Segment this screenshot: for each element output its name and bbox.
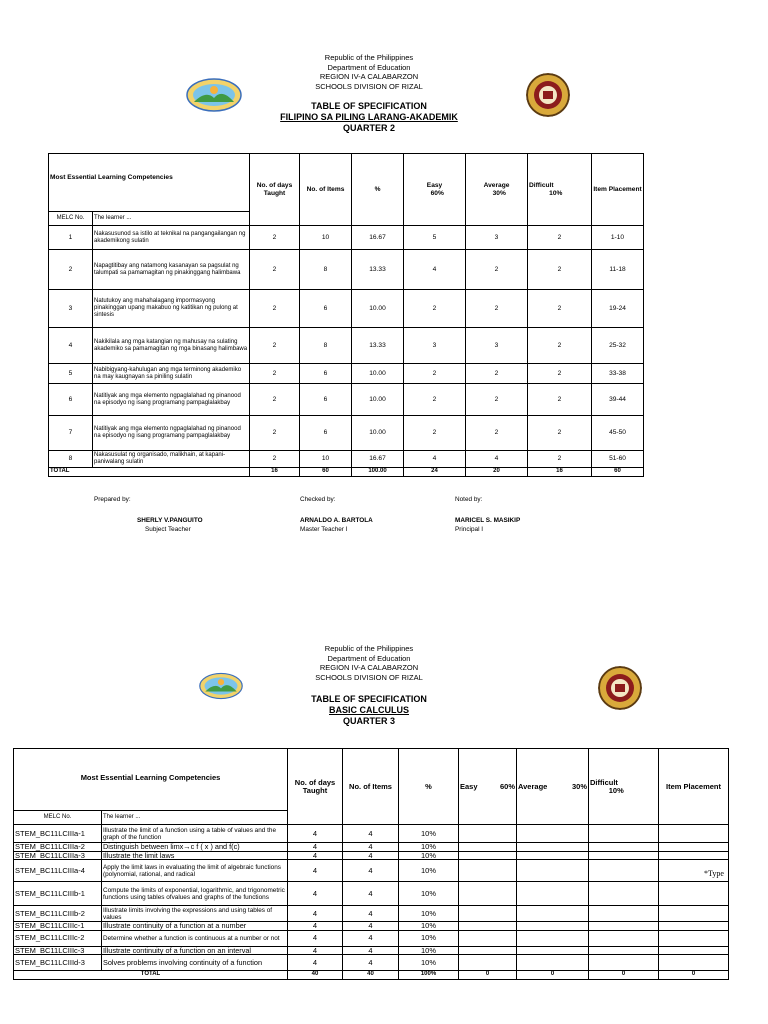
header-division: SCHOOLS DIVISION OF RIZAL bbox=[315, 81, 423, 91]
doc2-cell-no: STEM_BC11LCIIIa-4 bbox=[14, 860, 102, 882]
doc1-cell-diff: 2 bbox=[528, 364, 592, 384]
doc2-cell-diff bbox=[589, 882, 659, 906]
doc1-cell-text: Natitiyak ang mga elemento ngpaglalahad ng pinanood na episodyo ng isang programang pampaglalakbay bbox=[93, 416, 250, 451]
doc1-cell-diff: 2 bbox=[528, 328, 592, 364]
noted-by-role: Principal I bbox=[455, 526, 484, 533]
doc2-cell-days: 4 bbox=[288, 906, 343, 922]
doc2-cell-no: STEM_BC11LCIIIc-1 bbox=[14, 922, 102, 931]
doc1-spec-table bbox=[48, 153, 644, 477]
doc2-cell-avg bbox=[517, 851, 589, 860]
doc1-cell-days: 2 bbox=[250, 328, 300, 364]
doc2-cell-days: 4 bbox=[288, 860, 343, 882]
doc2-cell-pct: 10% bbox=[399, 922, 459, 931]
doc2-cell-easy bbox=[459, 860, 517, 882]
doc2-cell-avg bbox=[517, 882, 589, 906]
doc2-cell-easy bbox=[459, 843, 517, 852]
doc2-cell-no: STEM_BC11LCIIIc-2 bbox=[14, 930, 102, 946]
doc1-cell-avg: 2 bbox=[466, 416, 528, 451]
doc1-cell-diff: 2 bbox=[528, 384, 592, 416]
doc1-subject: FILIPINO SA PILING LARANG-AKADEMIK bbox=[280, 112, 458, 122]
doc1-col-melc: Most Essential Learning Competencies bbox=[49, 154, 250, 212]
doc1-cell-pct: 16.67 bbox=[352, 226, 404, 250]
doc1-col-easy: Easy 60% bbox=[404, 154, 466, 226]
doc1-cell-avg: 2 bbox=[466, 384, 528, 416]
doc2-cell-easy bbox=[459, 922, 517, 931]
doc1-cell-days: 2 bbox=[250, 416, 300, 451]
doc2-cell-no: STEM_BC11LCIIIa-1 bbox=[14, 825, 102, 843]
doc1-cell-days: 2 bbox=[250, 384, 300, 416]
doc2-cell-place bbox=[659, 851, 729, 860]
doc2-cell-items: 4 bbox=[343, 843, 399, 852]
doc2-cell-place bbox=[659, 946, 729, 955]
doc2-subject: BASIC CALCULUS bbox=[329, 705, 409, 715]
doc2-cell-diff bbox=[589, 906, 659, 922]
doc1-cell-easy: 2 bbox=[404, 290, 466, 328]
prepared-by-label: Prepared by: bbox=[94, 496, 131, 503]
doc1-cell-avg: 2 bbox=[466, 364, 528, 384]
doc2-cell-items: 4 bbox=[343, 946, 399, 955]
doc2-cell-items: 4 bbox=[343, 955, 399, 971]
doc2-cell-text: Illustrate limits involving the expressions and using tables of values bbox=[102, 906, 288, 922]
prepared-by-role: Subject Teacher bbox=[145, 526, 191, 533]
doc1-table-row bbox=[49, 364, 644, 384]
doc2-cell-diff bbox=[589, 860, 659, 882]
doc1-cell-items: 6 bbox=[300, 384, 352, 416]
doc2-cell-avg bbox=[517, 843, 589, 852]
doc2-side-note: *Type bbox=[704, 869, 724, 878]
doc1-col-difficult: Difficult 10% bbox=[528, 154, 592, 226]
doc2-table-row bbox=[14, 906, 729, 922]
doc1-cell-place: 33-38 bbox=[592, 364, 644, 384]
checked-by-role: Master Teacher I bbox=[300, 526, 348, 533]
doc2-cell-place bbox=[659, 882, 729, 906]
doc1-cell-place: 45-50 bbox=[592, 416, 644, 451]
header2-department: Department of Education bbox=[327, 653, 411, 663]
doc2-cell-items: 4 bbox=[343, 825, 399, 843]
header2-division: SCHOOLS DIVISION OF RIZAL bbox=[315, 672, 423, 682]
doc2-cell-pct: 10% bbox=[399, 860, 459, 882]
doc2-cell-items: 4 bbox=[343, 922, 399, 931]
doc2-cell-diff bbox=[589, 955, 659, 971]
doc1-col-average: Average 30% bbox=[466, 154, 528, 226]
doc2-cell-pct: 10% bbox=[399, 930, 459, 946]
doc2-cell-diff bbox=[589, 946, 659, 955]
doc2-cell-text: Compute the limits of exponential, logarithmic, and trigonometric functions using tables ofvalues and graphs of the functions bbox=[102, 882, 288, 906]
doc1-cell-diff: 2 bbox=[528, 250, 592, 290]
doc1-cell-no: 7 bbox=[49, 416, 93, 451]
doc1-cell-place: 39-44 bbox=[592, 384, 644, 416]
doc2-sub-learner: The learner ... bbox=[102, 811, 288, 825]
doc2-cell-no: STEM_BC11LCIIIa-3 bbox=[14, 851, 102, 860]
doc1-cell-days: 2 bbox=[250, 226, 300, 250]
doc1-table-row bbox=[49, 384, 644, 416]
doc2-cell-pct: 10% bbox=[399, 946, 459, 955]
doc1-table-row bbox=[49, 451, 644, 468]
doc2-col-items: No. of Items bbox=[343, 749, 399, 825]
doc1-cell-diff: 2 bbox=[528, 451, 592, 468]
doc1-cell-easy: 3 bbox=[404, 328, 466, 364]
doc1-cell-pct: 13.33 bbox=[352, 250, 404, 290]
doc2-table-row bbox=[14, 882, 729, 906]
doc1-cell-text: Napagtitibay ang natamong kasanayan sa pagsulat ng talumpati sa pamamagitan ng pinakinggang halimbawa bbox=[93, 250, 250, 290]
doc1-cell-text: Natitiyak ang mga elemento ngpaglalahad ng pinanood na episodyo ng isang programang pampaglalakbay bbox=[93, 384, 250, 416]
doc2-cell-items: 4 bbox=[343, 882, 399, 906]
doc2-col-average: Average 30% bbox=[517, 749, 589, 825]
doc2-cell-days: 4 bbox=[288, 843, 343, 852]
doc1-cell-easy: 2 bbox=[404, 364, 466, 384]
doc1-cell-easy: 5 bbox=[404, 226, 466, 250]
doc1-cell-place: 51-60 bbox=[592, 451, 644, 468]
header-department: Department of Education bbox=[327, 62, 411, 72]
doc2-cell-text: Distinguish between limx→c f ( x ) and f(c) bbox=[102, 843, 288, 852]
doc2-cell-easy bbox=[459, 955, 517, 971]
doc2-cell-text: Solves problems involving continuity of a function bbox=[102, 955, 288, 971]
doc2-cell-diff bbox=[589, 922, 659, 931]
doc1-sub-melc-no: MELC No. bbox=[49, 212, 93, 226]
doc1-cell-items: 10 bbox=[300, 226, 352, 250]
doc2-cell-place bbox=[659, 955, 729, 971]
doc2-cell-place bbox=[659, 843, 729, 852]
doc2-table-row bbox=[14, 843, 729, 852]
doc2-cell-text: Illustrate the limit of a function using a table of values and the graph of the function bbox=[102, 825, 288, 843]
doc1-table-row bbox=[49, 250, 644, 290]
doc2-cell-items: 4 bbox=[343, 851, 399, 860]
doc2-total-row: TOTAL 40 40 100% 0 0 0 0 bbox=[14, 971, 729, 980]
doc1-sub-learner: The learner ... bbox=[93, 212, 250, 226]
doc2-cell-avg bbox=[517, 825, 589, 843]
doc2-cell-diff bbox=[589, 930, 659, 946]
header2-region: REGION IV-A CALABARZON bbox=[319, 663, 419, 673]
doc2-spec-table bbox=[13, 748, 729, 980]
doc1-cell-items: 8 bbox=[300, 250, 352, 290]
doc2-cell-text: Determine whether a function is continuous at a number or not bbox=[102, 930, 288, 946]
doc1-cell-pct: 10.00 bbox=[352, 364, 404, 384]
doc1-cell-diff: 2 bbox=[528, 416, 592, 451]
doc2-col-difficult: Difficult 10% bbox=[589, 749, 659, 825]
doc2-cell-days: 4 bbox=[288, 922, 343, 931]
doc2-cell-pct: 10% bbox=[399, 851, 459, 860]
doc2-cell-easy bbox=[459, 946, 517, 955]
doc1-cell-text: Natutukoy ang mahahalagang impormasyong pinakinggan upang makabuo ng katitikan ng pulong at sintesis bbox=[93, 290, 250, 328]
doc2-cell-diff bbox=[589, 851, 659, 860]
doc1-cell-no: 4 bbox=[49, 328, 93, 364]
doc1-col-pct: % bbox=[352, 154, 404, 226]
doc1-cell-easy: 4 bbox=[404, 250, 466, 290]
doc2-cell-items: 4 bbox=[343, 906, 399, 922]
doc2-cell-avg bbox=[517, 930, 589, 946]
noted-by-label: Noted by: bbox=[455, 496, 483, 503]
doc1-cell-diff: 2 bbox=[528, 226, 592, 250]
doc2-cell-days: 4 bbox=[288, 851, 343, 860]
doc1-cell-no: 1 bbox=[49, 226, 93, 250]
doc1-cell-pct: 16.67 bbox=[352, 451, 404, 468]
doc1-total-row: TOTAL 16 60 100.00 24 20 16 60 bbox=[49, 468, 644, 477]
doc2-col-melc: Most Essential Learning Competencies bbox=[14, 749, 288, 811]
doc1-cell-no: 8 bbox=[49, 451, 93, 468]
doc1-cell-no: 2 bbox=[49, 250, 93, 290]
header-region: REGION IV-A CALABARZON bbox=[319, 72, 419, 82]
doc1-cell-no: 6 bbox=[49, 384, 93, 416]
doc1-cell-avg: 3 bbox=[466, 226, 528, 250]
doc2-table-row bbox=[14, 955, 729, 971]
doc1-cell-place: 25-32 bbox=[592, 328, 644, 364]
doc2-table-row bbox=[14, 851, 729, 860]
doc1-cell-avg: 2 bbox=[466, 290, 528, 328]
doc2-cell-days: 4 bbox=[288, 882, 343, 906]
doc2-cell-avg bbox=[517, 906, 589, 922]
doc1-cell-days: 2 bbox=[250, 290, 300, 328]
school-seal-icon-2 bbox=[598, 666, 642, 710]
doc2-cell-days: 4 bbox=[288, 930, 343, 946]
doc1-cell-no: 5 bbox=[49, 364, 93, 384]
doc2-table-row bbox=[14, 922, 729, 931]
doc1-quarter: QUARTER 2 bbox=[342, 123, 395, 133]
doc1-cell-avg: 4 bbox=[466, 451, 528, 468]
doc2-cell-easy bbox=[459, 825, 517, 843]
doc2-col-easy: Easy 60% bbox=[459, 749, 517, 825]
doc2-cell-diff bbox=[589, 825, 659, 843]
doc1-cell-place: 11-18 bbox=[592, 250, 644, 290]
doc2-cell-diff bbox=[589, 843, 659, 852]
doc1-col-placement: Item Placement bbox=[592, 154, 644, 226]
doc1-cell-avg: 2 bbox=[466, 250, 528, 290]
doc1-col-items: No. of Items bbox=[300, 154, 352, 226]
doc2-cell-avg bbox=[517, 860, 589, 882]
doc1-table-row bbox=[49, 290, 644, 328]
doc1-cell-days: 2 bbox=[250, 451, 300, 468]
doc2-cell-avg bbox=[517, 955, 589, 971]
doc1-cell-pct: 10.00 bbox=[352, 416, 404, 451]
doc1-cell-no: 3 bbox=[49, 290, 93, 328]
doc2-cell-easy bbox=[459, 906, 517, 922]
header2-republic: Republic of the Philippines bbox=[324, 644, 414, 653]
doc2-cell-days: 4 bbox=[288, 955, 343, 971]
doc2-cell-text: Illustrate continuity of a function at a number bbox=[102, 922, 288, 931]
doc2-cell-items: 4 bbox=[343, 930, 399, 946]
checked-by-name: ARNALDO A. BARTOLA bbox=[300, 517, 373, 524]
doc2-cell-pct: 10% bbox=[399, 843, 459, 852]
doc2-cell-no: STEM_BC11LCIIIc-3 bbox=[14, 946, 102, 955]
doc1-cell-text: Nabibigyang-kahulugan ang mga terminong akademiko na may kaugnayan sa piniling sulatin bbox=[93, 364, 250, 384]
doc1-table-row bbox=[49, 328, 644, 364]
doc1-cell-text: Nakasusulat ng organisado, malikhain, at kapani-paniwalang sulatin bbox=[93, 451, 250, 468]
doc1-cell-avg: 3 bbox=[466, 328, 528, 364]
doc1-cell-items: 6 bbox=[300, 290, 352, 328]
doc2-col-placement: Item Placement bbox=[659, 749, 729, 825]
doc2-cell-avg bbox=[517, 922, 589, 931]
doc2-title: TABLE OF SPECIFICATION bbox=[311, 694, 427, 704]
doc1-cell-place: 1-10 bbox=[592, 226, 644, 250]
doc2-cell-days: 4 bbox=[288, 946, 343, 955]
noted-by-name: MARICEL S. MASIKIP bbox=[455, 517, 521, 524]
doc2-cell-pct: 10% bbox=[399, 825, 459, 843]
doc1-cell-items: 8 bbox=[300, 328, 352, 364]
doc2-cell-easy bbox=[459, 851, 517, 860]
doc2-col-days: No. of days Taught bbox=[288, 749, 343, 825]
doc1-table-row bbox=[49, 226, 644, 250]
doc2-col-pct: % bbox=[399, 749, 459, 825]
doc2-quarter: QUARTER 3 bbox=[342, 716, 395, 726]
doc1-cell-easy: 4 bbox=[404, 451, 466, 468]
doc2-cell-easy bbox=[459, 930, 517, 946]
doc2-cell-place bbox=[659, 922, 729, 931]
doc2-cell-text: Apply the limit laws in evaluating the limit of algebraic functions (polynomial, rational, and radical bbox=[102, 860, 288, 882]
doc2-table-row bbox=[14, 946, 729, 955]
doc2-cell-place bbox=[659, 825, 729, 843]
doc1-cell-text: Nakikilala ang mga katangian ng mahusay na sulating akademiko sa pamamagitan ng mga binasang halimbawa bbox=[93, 328, 250, 364]
doc2-sub-melc-no: MELC No. bbox=[14, 811, 102, 825]
checked-by-label: Checked by: bbox=[300, 496, 336, 503]
doc2-cell-avg bbox=[517, 946, 589, 955]
doc1-cell-items: 6 bbox=[300, 416, 352, 451]
doc1-cell-diff: 2 bbox=[528, 290, 592, 328]
doc2-cell-place bbox=[659, 860, 729, 882]
doc2-table-row bbox=[14, 825, 729, 843]
doc2-cell-easy bbox=[459, 882, 517, 906]
doc2-cell-pct: 10% bbox=[399, 906, 459, 922]
doc1-col-days: No. of days Taught bbox=[250, 154, 300, 226]
doc2-cell-no: STEM_BC11LCIIIb-1 bbox=[14, 882, 102, 906]
doc1-cell-pct: 10.00 bbox=[352, 290, 404, 328]
doc1-cell-pct: 10.00 bbox=[352, 384, 404, 416]
doc2-cell-text: Illustrate the limit laws bbox=[102, 851, 288, 860]
doc2-table-row bbox=[14, 930, 729, 946]
doc1-cell-place: 19-24 bbox=[592, 290, 644, 328]
doc1-cell-easy: 2 bbox=[404, 384, 466, 416]
doc2-cell-text: Illustrate continuity of a function on an interval bbox=[102, 946, 288, 955]
doc2-cell-pct: 10% bbox=[399, 882, 459, 906]
prepared-by-name: SHERLY V.PANGUITO bbox=[137, 517, 203, 524]
doc2-cell-no: STEM_BC11LCIIIa-2 bbox=[14, 843, 102, 852]
doc1-cell-days: 2 bbox=[250, 250, 300, 290]
doc2-cell-place bbox=[659, 930, 729, 946]
doc2-cell-pct: 10% bbox=[399, 955, 459, 971]
doc2-cell-items: 4 bbox=[343, 860, 399, 882]
header-republic: Republic of the Philippines bbox=[324, 53, 414, 62]
doc1-cell-pct: 13.33 bbox=[352, 328, 404, 364]
doc1-cell-easy: 2 bbox=[404, 416, 466, 451]
doc1-cell-items: 10 bbox=[300, 451, 352, 468]
doc1-cell-days: 2 bbox=[250, 364, 300, 384]
doc1-cell-text: Nakasusunod sa istilo at teknikal na pangangailangan ng akademikong sulatin bbox=[93, 226, 250, 250]
doc2-cell-no: STEM_BC11LCIIId-3 bbox=[14, 955, 102, 971]
doc1-cell-items: 6 bbox=[300, 364, 352, 384]
doc2-table-row bbox=[14, 860, 729, 882]
doc2-cell-no: STEM_BC11LCIIIb-2 bbox=[14, 906, 102, 922]
doc1-title: TABLE OF SPECIFICATION bbox=[311, 101, 427, 111]
doc2-cell-place bbox=[659, 906, 729, 922]
doc2-cell-days: 4 bbox=[288, 825, 343, 843]
school-seal-icon bbox=[526, 73, 570, 117]
doc1-table-row bbox=[49, 416, 644, 451]
